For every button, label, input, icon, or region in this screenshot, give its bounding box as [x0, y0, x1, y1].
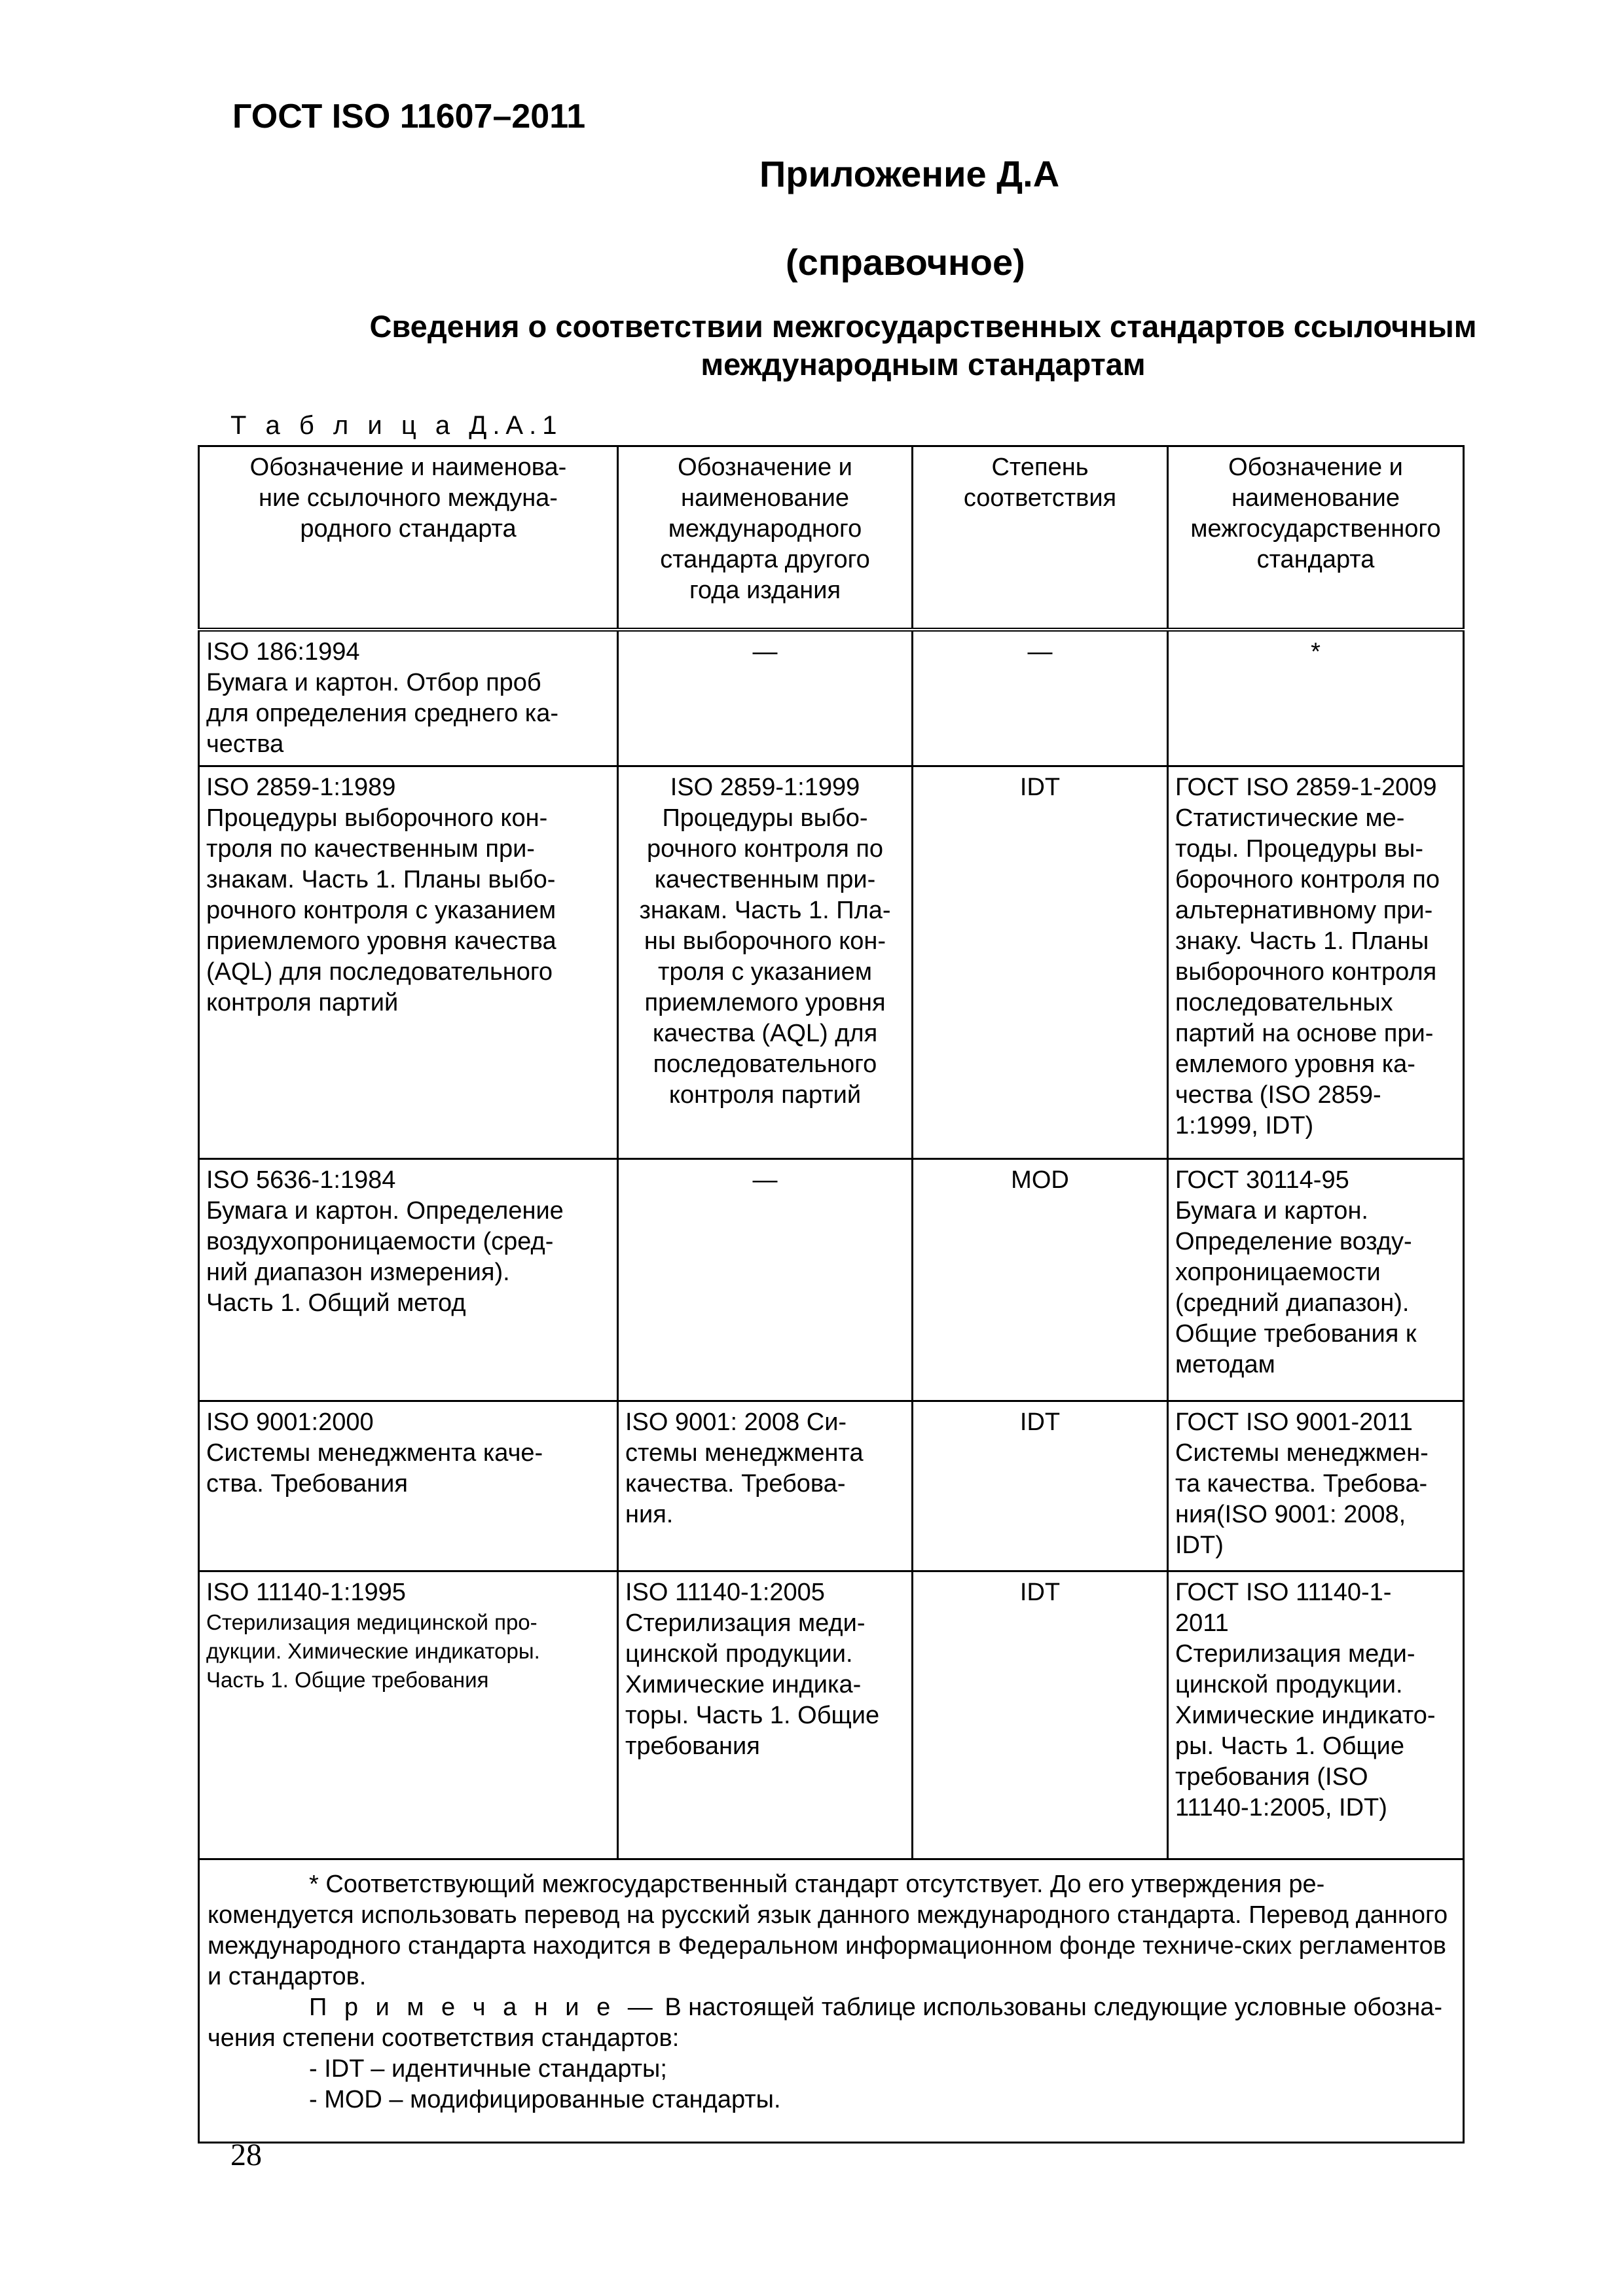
interstate-standard-cell: *	[1168, 630, 1464, 766]
reference-standard-cell	[199, 1571, 618, 1859]
note-label: П р и м е ч а н и е —	[309, 1994, 658, 2021]
table-row	[199, 1159, 1464, 1401]
reference-title: Стерилизация медицинской про- дукции. Химические индикаторы. Часть 1. Общие требования	[206, 1610, 540, 1692]
page-number: 28	[230, 2138, 262, 2172]
document-id: ГОСТ ISO 11607–2011	[232, 98, 586, 135]
reference-standard-cell: ISO 9001:2000 Системы менеджмента каче- ства. Требования	[199, 1401, 618, 1571]
reference-standard-cell: ISO 186:1994 Бумага и картон. Отбор проб для определения среднего ка- чества	[199, 630, 618, 766]
table-row	[199, 1571, 1464, 1859]
interstate-standard-cell: ГОСТ ISO 11140-1- 2011 Стерилизация меди- цинской продукции. Химические индикато- ры. Часть 1. Общие требования (ISO 11140-1:2005, IDT)	[1168, 1571, 1464, 1859]
reference-standard-cell: ISO 5636-1:1984 Бумага и картон. Определение воздухопроницаемости (сред- ний диапазон измерения). Часть 1. Общий метод	[199, 1159, 618, 1401]
degree-cell: IDT	[913, 1571, 1168, 1859]
column-header-degree: Степень соответствия	[913, 446, 1168, 630]
table-header-row	[199, 446, 1464, 630]
interstate-standard-cell: ГОСТ 30114-95 Бумага и картон. Определение возду- хопроницаемости (средний диапазон). Общие требования к методам	[1168, 1159, 1464, 1401]
degree-cell: IDT	[913, 1401, 1168, 1571]
table-footnote-row	[199, 1859, 1464, 2143]
international-standard-cell: ISO 2859-1:1999 Процедуры выбо- рочного контроля по качественным при- знакам. Часть 1. Пла- ны выборочного кон- троля с указанием приемлемого уровня качества (AQL) для последовательного контроля партий	[618, 766, 913, 1159]
table-label: Т а б л и ц а Д.А.1	[230, 411, 563, 440]
note-paragraph	[208, 1992, 1455, 2054]
table-footnote-cell	[199, 1859, 1464, 2143]
column-header-interstate: Обозначение и наименование межгосударственного стандарта	[1168, 446, 1464, 630]
annex-title: Приложение Д.А	[759, 153, 1060, 194]
correspondence-table	[198, 445, 1465, 2144]
column-header-international: Обозначение и наименование международного стандарта другого года издания	[618, 446, 913, 630]
table-row	[199, 766, 1464, 1159]
note-text: В настоящей таблице использованы следующие условные обозна-чения степени соответствия стандартов:	[208, 1994, 1442, 2052]
annex-heading: Сведения о соответствии межгосударственных стандартов ссылочным международным стандартам	[369, 309, 1477, 382]
column-header-reference: Обозначение и наименова- ние ссылочного междуна- родного стандарта	[199, 446, 618, 630]
international-standard-cell: —	[618, 1159, 913, 1401]
table-row	[199, 1401, 1464, 1571]
international-standard-cell: ISO 11140-1:2005 Стерилизация меди- цинской продукции. Химические индика- торы. Часть 1. Общие требования	[618, 1571, 913, 1859]
reference-standard-cell: ISO 2859-1:1989 Процедуры выборочного кон- троля по качественным при- знакам. Часть 1. Планы выбо- рочного контроля с указанием приемлемого уровня качества (AQL) для последовательного контроля партий	[199, 766, 618, 1159]
table-row	[199, 630, 1464, 766]
note-item-idt: - IDT – идентичные стандарты;	[309, 2055, 667, 2083]
footnote-text: * Соответствующий межгосударственный стандарт отсутствует. До его утверждения ре-комендуется использовать перевод на русский язык данного международного стандарта. Перевод данного международного стандарта находится в Федеральном информационном фонде техниче-ских регламентов и стандартов.	[208, 1871, 1448, 1990]
reference-code: ISO 11140-1:1995	[206, 1579, 406, 1606]
note-item-mod: - MOD – модифицированные стандарты.	[309, 2086, 781, 2113]
annex-type: (справочное)	[786, 242, 1025, 283]
degree-cell: MOD	[913, 1159, 1168, 1401]
international-standard-cell: —	[618, 630, 913, 766]
degree-cell: —	[913, 630, 1168, 766]
interstate-standard-cell: ГОСТ ISO 9001-2011 Системы менеджмен- та качества. Требова- ния(ISO 9001: 2008, IDT)	[1168, 1401, 1464, 1571]
interstate-standard-cell: ГОСТ ISO 2859-1-2009 Статистические ме- тоды. Процедуры вы- борочного контроля по альтернативному при- знаку. Часть 1. Планы выборочного контроля последовательных партий на основе при- емлемого уровня ка- чества (ISO 2859- 1:1999, IDT)	[1168, 766, 1464, 1159]
degree-cell: IDT	[913, 766, 1168, 1159]
international-standard-cell: ISO 9001: 2008 Си- стемы менеджмента качества. Требова- ния.	[618, 1401, 913, 1571]
